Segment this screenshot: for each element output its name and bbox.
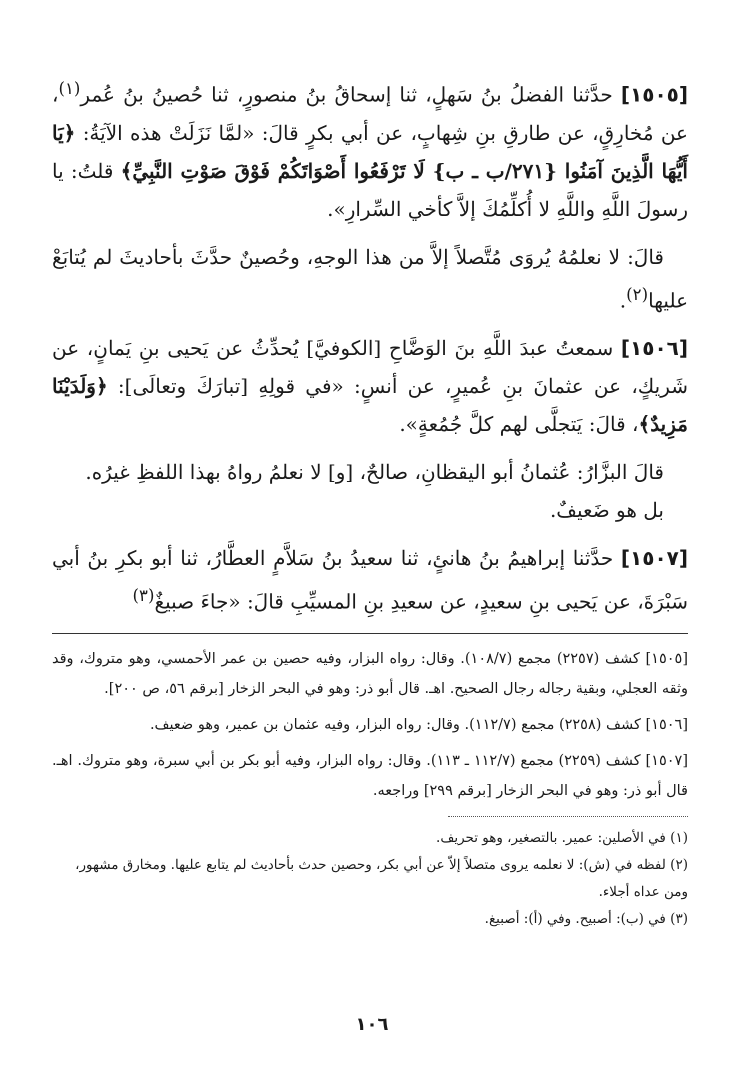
reference-text: كشف (٢٢٥٧) مجمع (١٠٨/٧). وقال: رواه البزار، وفيه حصين بن عمر الأحمسي، وهو متروك، وقد وثقه العجلي، وبقية رجاله رجال الصحيح. اهـ. قال أبو ذر: وهو في البحر الزخار [برقم ٥٦، ص ٢٠٠]. bbox=[52, 650, 688, 697]
footnote-number: (١) bbox=[670, 829, 688, 846]
page-body bbox=[52, 70, 688, 933]
hadith-comment bbox=[52, 491, 688, 529]
footnote-marker: (٢) bbox=[626, 284, 649, 304]
hadith-text: ، عن مُخارِقٍ، عن طارقِ بنِ شِهابٍ، عن أبي بكرٍ قالَ: «لمَّا نَزَلَتْ هذه الآيَةُ: bbox=[52, 82, 688, 145]
hadith-comment bbox=[52, 453, 688, 491]
footnotes-list bbox=[52, 825, 688, 933]
quran-verse: ﴿وَلَدَيْنَا مَزِيدٌ﴾ bbox=[52, 374, 688, 437]
reference-number: [١٥٠٥] bbox=[645, 650, 688, 667]
comment-text: قالَ البزَّارُ: عُثمانُ أبو اليقظانِ، صالحٌ، [و] لا نعلمُ رواهُ بهذا اللفظِ غيرُه. bbox=[85, 460, 664, 485]
footnote-text: لفظه في (ش): لا نعلمه يروى متصلاً إلاّ عن أبي بكر، وحصين حدث بأحاديث لم يتابع عليها. ومخارق مشهور، ومن عداه أجلاء. bbox=[75, 856, 688, 900]
reference-text: كشف (٢٢٥٩) مجمع (١١٢/٧ ـ ١١٣). وقال: رواه البزار، وفيه أبو بكر بن أبي سبرة، وهو متروك. اهـ. قال أبو ذر: وهو في البحر الزخار [برقم ٢٩٩] وراجعه. bbox=[52, 752, 688, 799]
hadith-1506 bbox=[52, 329, 688, 443]
dotted-divider bbox=[448, 816, 688, 817]
hadith-comment: قالَ: لا نعلمُهُ يُروَى مُتَّصلاً إلاَّ من هذا الوجهِ، وحُصينٌ حدَّثَ بأحاديثَ لم يُتابَعْ عليها$^{(٢)}$. bbox=[52, 244, 688, 313]
hadith-number: [١٥٠٦] bbox=[620, 336, 688, 361]
footnote-number: (٢) bbox=[670, 856, 688, 873]
footnote-marker: (١) bbox=[58, 79, 81, 98]
comment-text: قالَ: لا نعلمُهُ يُروَى مُتَّصلاً إلاَّ من هذا الوجهِ، وحُصينٌ حدَّثَ بأحاديثَ لم يُتابَعْ عليها bbox=[52, 244, 688, 313]
reference-text: كشف (٢٢٥٨) مجمع (١١٢/٧). وقال: رواه البزار، وفيه عثمان بن عمير، وهو ضعيف. bbox=[149, 716, 646, 733]
hadith-text: قلتُ: يا رسولَ اللَّهِ واللَّهِ لا أُكلِّمُكَ إلاَّ كأخي السِّرارِ». bbox=[52, 158, 688, 221]
hadith-1505 bbox=[52, 70, 688, 228]
hadith-number: [١٥٠٧] bbox=[620, 546, 688, 571]
hadith-text: ، قالَ: يَتجلَّى لهم كلَّ جُمُعةٍ». bbox=[399, 412, 639, 437]
divider bbox=[52, 633, 688, 634]
footnote-text: في (ب): أصبيح. وفي (أ): أصبيغ. bbox=[484, 910, 671, 927]
reference-1506 bbox=[52, 710, 688, 740]
reference-number: [١٥٠٦] bbox=[645, 716, 688, 733]
quran-verse: ﴿يَا أَيُّهَا الَّذِينَ آمَنُوا {٢٧١/ب ـ ب} لَا تَرْفَعُوا أَصْوَاتَكُمْ فَوْقَ صَوْتِ النَّبِيِّ﴾ bbox=[52, 120, 688, 183]
footnote-2 bbox=[52, 852, 688, 906]
footnote-marker: (٣) bbox=[132, 586, 155, 606]
hadith-1507 bbox=[52, 539, 688, 621]
page-number: ١٠٦ bbox=[355, 1014, 389, 1035]
comment-text: بل هو ضَعيفٌ. bbox=[549, 498, 664, 523]
footnote-text: في الأصلين: عمير. بالتصغير، وهو تحريف. bbox=[436, 829, 671, 846]
reference-number: [١٥٠٧] bbox=[645, 752, 688, 769]
footnote-1 bbox=[52, 825, 688, 852]
hadith-text: حدَّثنا الفضلُ بنُ سَهلٍ، ثنا إسحاقُ بنُ منصورٍ، ثنا حُصينُ بنُ عُمر bbox=[80, 82, 621, 107]
reference-1505 bbox=[52, 644, 688, 704]
hadith-text: سمعتُ عبدَ اللَّهِ بنَ الوَضَّاحِ [الكوفيَّ] يُحدِّثُ عن يَحيى بنِ يَمانٍ، عن شَريكٍ، عن عثمانَ بنِ عُميرٍ، عن أنسٍ: «في قولِهِ [تبارَكَ وتعالَى]: bbox=[52, 336, 688, 399]
footnote-number: (٣) bbox=[670, 910, 688, 927]
hadith-text: حدَّثنا إبراهيمُ بنُ هانئٍ، ثنا سعيدُ بنُ سَلاَّمٍ العطَّارُ، ثنا أبو بكرِ بنُ أبي سَبْرَةَ، عن يَحيى بنِ سعيدٍ، عن سعيدِ بنِ المسيِّبِ قالَ: «جاءَ صبيغٌ bbox=[52, 546, 688, 614]
footnote-3 bbox=[52, 906, 688, 933]
hadith-number: [١٥٠٥] bbox=[620, 82, 688, 107]
reference-1507 bbox=[52, 746, 688, 806]
